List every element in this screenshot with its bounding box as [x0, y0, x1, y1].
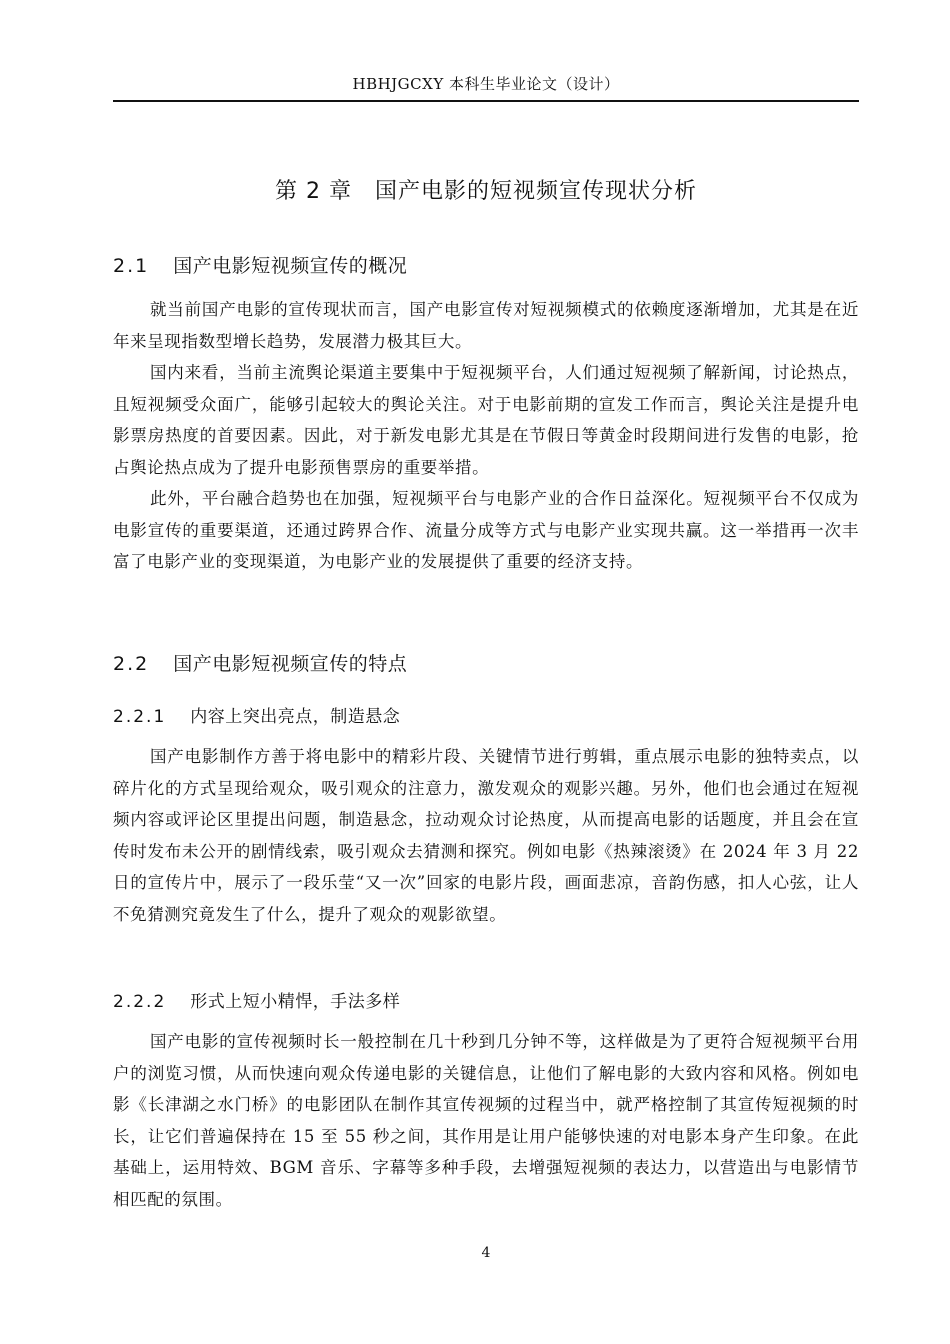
- section-heading-2-1: [113, 253, 407, 279]
- section-title: 国产电影短视频宣传的概况: [173, 255, 408, 277]
- paragraph: 就当前国产电影的宣传现状而言，国产电影宣传对短视频模式的依赖度逐渐增加，尤其是在近年来呈现指数型增长趋势，发展潜力极其巨大。: [113, 300, 859, 351]
- chapter-title: 第 2 章 国产电影的短视频宣传现状分析: [275, 179, 697, 204]
- paragraph: 国产电影制作方善于将电影中的精彩片段、关键情节进行剪辑，重点展示电影的独特卖点，以碎片化的方式呈现给观众，吸引观众的注意力，激发观众的观影兴趣。另外，他们也会通过在短视频内容或评论区里提出问题，制造悬念，拉动观众讨论热度，从而提高电影的话题度，并且会在宣传时发布未公开的剧情线索，吸引观众去猜测和探究。例如电影《热辣滚烫》在 2024 年 3 月 22 日的宣传片中，展示了一段乐莹“又一次”回家的电影片段，画面悲凉，音韵伤感，扣人心弦，让人不免猜测究竟发生了什么，提升了观众的观影欲望。: [113, 747, 859, 924]
- subsection-title: 内容上突出亮点，制造悬念: [190, 707, 401, 727]
- section-number: 2.2: [113, 653, 150, 675]
- paragraph: 国产电影的宣传视频时长一般控制在几十秒到几分钟不等，这样做是为了更符合短视频平台用户的浏览习惯，从而快速向观众传递电影的关键信息，让他们了解电影的大致内容和风格。例如电影《长津湖之水门桥》的电影团队在制作其宣传视频的过程当中，就严格控制了其宣传短视频的时长，让它们普遍保持在 15 至 55 秒之间，其作用是让用户能够快速的对电影本身产生印象。在此基础上，运用特效、BGM 音乐、字幕等多种手段，去增强短视频的表达力，以营造出与电影情节相匹配的氛围。: [113, 1032, 859, 1209]
- subsection-title: 形式上短小精悍，手法多样: [190, 992, 401, 1012]
- section-heading-2-2: [113, 651, 407, 677]
- subsection-heading-2-2-1: [113, 705, 400, 729]
- section-number: 2.1: [113, 255, 150, 277]
- subsection-heading-2-2-2: [113, 990, 400, 1014]
- paragraph: 国内来看，当前主流舆论渠道主要集中于短视频平台，人们通过短视频了解新闻，讨论热点，且短视频受众面广，能够引起较大的舆论关注。对于电影前期的宣发工作而言，舆论关注是提升电影票房热度的首要因素。因此，对于新发电影尤其是在节假日等黄金时段期间进行发售的电影，抢占舆论热点成为了提升电影预售票房的重要举措。: [113, 363, 859, 477]
- page-number: 4: [481, 1245, 491, 1261]
- header-rule: [113, 100, 859, 102]
- subsection-number: 2.2.1: [113, 707, 167, 727]
- running-header: HBHJGCXY 本科生毕业论文（设计）: [352, 75, 620, 93]
- section-title: 国产电影短视频宣传的特点: [173, 653, 408, 675]
- subsection-number: 2.2.2: [113, 992, 167, 1012]
- paragraph: 此外，平台融合趋势也在加强，短视频平台与电影产业的合作日益深化。短视频平台不仅成为电影宣传的重要渠道，还通过跨界合作、流量分成等方式与电影产业实现共赢。这一举措再一次丰富了电影产业的变现渠道，为电影产业的发展提供了重要的经济支持。: [113, 489, 859, 571]
